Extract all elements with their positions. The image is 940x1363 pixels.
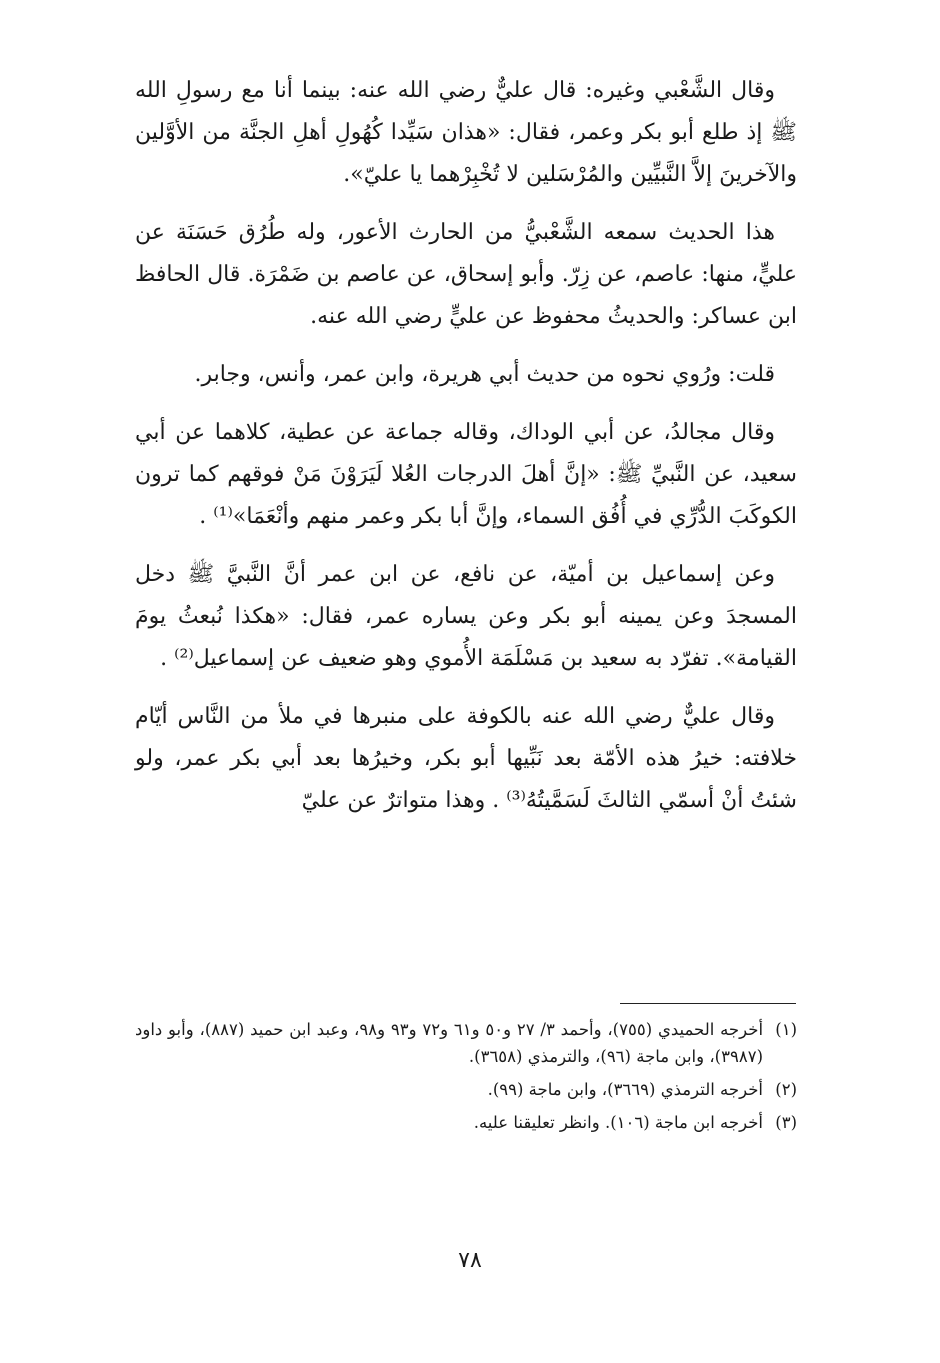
footnote-number: (٣) <box>775 1113 797 1132</box>
paragraph: وعن إسماعيل بن أميّة، عن نافع، عن ابن عمر أنَّ النَّبيَّ ﷺ دخل المسجدَ وعن يمينه أبو بكر وعن يساره عمر، فقال: «هكذا نُبعثُ يومَ القيامة». تفرّد به سعيد بن مَسْلَمَة الأُموي وهو ضعيف عن إسماعيل⁽²⁾ . <box>135 562 797 671</box>
footnotes <box>135 1016 797 1142</box>
paragraph: هذا الحديث سمعه الشَّعْبيُّ من الحارث الأعور، وله طُرُق حَسَنَة عن عليٍّ، منها: عاصم، عن زِرّ. وأبو إسحاق، عن عاصم بن ضَمْرَة. قال الحافظ ابن عساكر: والحديثُ محفوظ عن عليٍّ رضي الله عنه. <box>135 220 797 329</box>
footnote-number: (٢) <box>775 1080 797 1099</box>
footnote-divider <box>620 1003 796 1004</box>
footnote-number: (١) <box>775 1020 797 1039</box>
paragraph: وقال مجالدُ، عن أبي الوداك، وقاله جماعة عن عطية، كلاهما عن أبي سعيد، عن النَّبيِّ ﷺ: «إنَّ أهلَ الدرجات العُلا لَيَرَوْنَ مَنْ فوقهم كما ترون الكوكَبَ الدُّرِّي في أُفُق السماء، وإنَّ أبا بكر وعمر منهم وأنْعَمَا»⁽¹⁾ . <box>135 420 797 529</box>
paragraph: قلت: ورُوي نحوه من حديث أبي هريرة، وابن عمر، وأنس، وجابر. <box>194 362 775 387</box>
paragraph: وقال عليٌّ رضي الله عنه بالكوفة على منبرها في ملأ من النَّاس أيّام خلافته: خيرُ هذه الأمّة بعد نَبِّيها أبو بكر، وخيرُها بعد أبي بكر عمر، ولو شئتُ أنْ أسمّي الثالثَ لَسَمَّيتُهُ⁽³⁾ . وهذا متواترٌ عن عليّ <box>135 704 797 813</box>
footnote <box>135 1109 797 1136</box>
footnote-text: أخرجه الترمذي (٣٦٦٩)، وابن ماجة (٩٩). <box>487 1080 763 1099</box>
paragraph: وقال الشَّعْبي وغيره: قال عليٌّ رضي الله عنه: بينما أنا مع رسولِ الله ﷺ إذ طلع أبو بكر وعمر، فقال: «هذان سَيِّدا كُهُولِ أهلِ الجنَّة من الأوَّلين والآخرينَ إلاَّ النَّبيِّين والمُرْسَلين لا تُخْبِرْهما يا عليّ». <box>135 78 797 187</box>
footnote-text: أخرجه الحميدي (٧٥٥)، وأحمد ٣/ ٢٧ و٥٠ و٦١ و٧٢ و٩٣ و٩٨، وعبد ابن حميد (٨٨٧)، وأبو داود (٣٩٨٧)، وابن ماجة (٩٦)، والترمذي (٣٦٥٨). <box>135 1020 764 1066</box>
footnote <box>135 1076 797 1103</box>
footnote <box>135 1016 797 1070</box>
main-text <box>135 70 797 838</box>
page-number: ٧٨ <box>458 1248 482 1273</box>
footnote-text: أخرجه ابن ماجة (١٠٦). وانظر تعليقنا عليه. <box>473 1113 763 1132</box>
